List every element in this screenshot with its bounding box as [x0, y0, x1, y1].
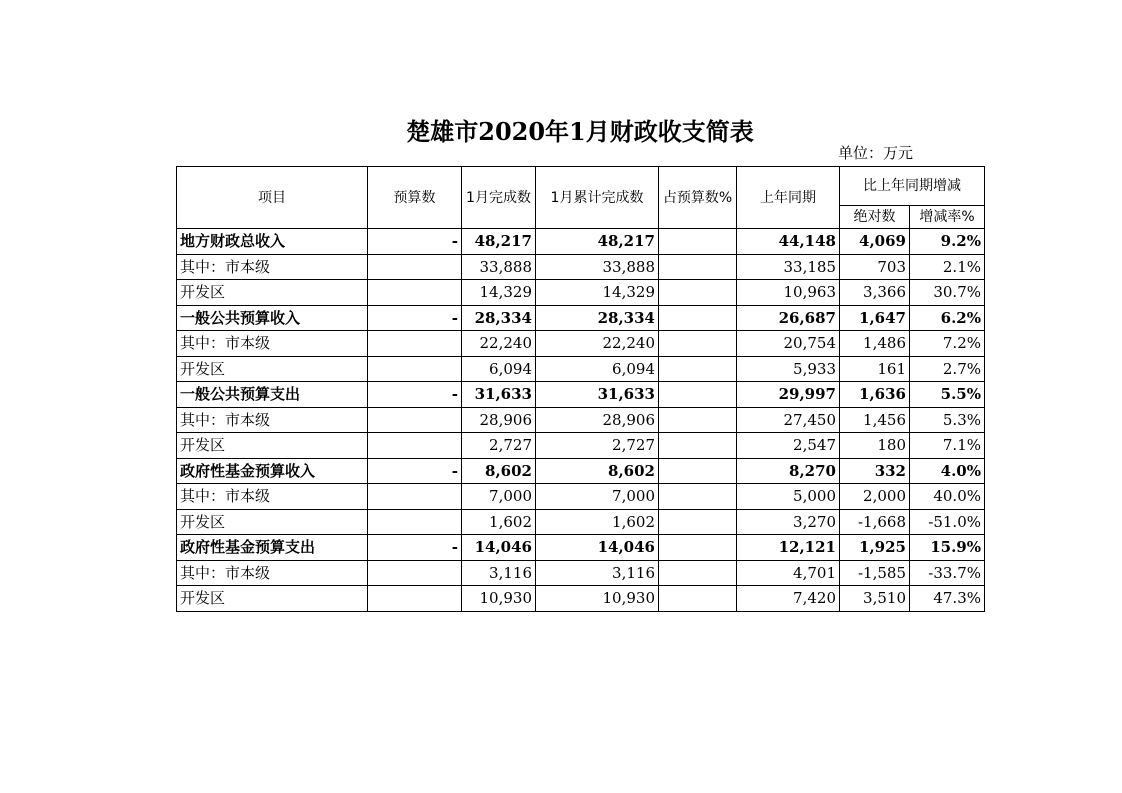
cell-last-year: 8,270: [737, 458, 840, 484]
cell-abs: 1,647: [840, 305, 910, 331]
cell-last-year: 10,963: [737, 280, 840, 306]
table-row: [177, 586, 985, 612]
cell-last-year: 12,121: [737, 535, 840, 561]
cell-item: 一般公共预算收入: [177, 305, 368, 331]
cell-month-done: 2,727: [462, 433, 536, 459]
cell-budget: [368, 433, 462, 459]
cell-rate: 4.0%: [910, 458, 985, 484]
cell-month-done: 7,000: [462, 484, 536, 510]
cell-month-done: 22,240: [462, 331, 536, 357]
table-row: [177, 560, 985, 586]
table-row: [177, 484, 985, 510]
header-rate: 增减率%: [910, 206, 985, 229]
cell-month-done: 1,602: [462, 509, 536, 535]
cell-last-year: 2,547: [737, 433, 840, 459]
cell-pct-budget: [659, 458, 737, 484]
cell-budget: -: [368, 229, 462, 255]
cell-pct-budget: [659, 509, 737, 535]
cell-budget: -: [368, 382, 462, 408]
header-month-done: 1月完成数: [462, 167, 536, 229]
cell-last-year: 29,997: [737, 382, 840, 408]
page-title: 楚雄市2020年1月财政收支简表: [406, 117, 754, 146]
cell-last-year: 44,148: [737, 229, 840, 255]
cell-cum-done: 28,906: [536, 407, 659, 433]
cell-rate: 15.9%: [910, 535, 985, 561]
table-row: [177, 509, 985, 535]
cell-pct-budget: [659, 254, 737, 280]
cell-abs: 1,636: [840, 382, 910, 408]
cell-budget: [368, 509, 462, 535]
cell-month-done: 8,602: [462, 458, 536, 484]
cell-cum-done: 33,888: [536, 254, 659, 280]
cell-cum-done: 31,633: [536, 382, 659, 408]
cell-pct-budget: [659, 305, 737, 331]
cell-abs: -1,668: [840, 509, 910, 535]
table-row: [177, 433, 985, 459]
cell-rate: 5.5%: [910, 382, 985, 408]
cell-abs: 3,366: [840, 280, 910, 306]
cell-month-done: 33,888: [462, 254, 536, 280]
cell-item: 其中：市本级: [177, 331, 368, 357]
cell-budget: [368, 280, 462, 306]
cell-pct-budget: [659, 484, 737, 510]
cell-rate: 40.0%: [910, 484, 985, 510]
cell-last-year: 5,933: [737, 356, 840, 382]
cell-last-year: 26,687: [737, 305, 840, 331]
cell-rate: 2.7%: [910, 356, 985, 382]
cell-item: 其中：市本级: [177, 407, 368, 433]
cell-rate: 7.1%: [910, 433, 985, 459]
table-row: [177, 305, 985, 331]
cell-rate: 5.3%: [910, 407, 985, 433]
cell-budget: -: [368, 305, 462, 331]
cell-month-done: 10,930: [462, 586, 536, 612]
cell-abs: 161: [840, 356, 910, 382]
cell-rate: -33.7%: [910, 560, 985, 586]
cell-cum-done: 3,116: [536, 560, 659, 586]
cell-pct-budget: [659, 586, 737, 612]
cell-item: 一般公共预算支出: [177, 382, 368, 408]
cell-cum-done: 2,727: [536, 433, 659, 459]
cell-rate: 30.7%: [910, 280, 985, 306]
table-body: [177, 229, 985, 612]
cell-budget: [368, 586, 462, 612]
cell-budget: [368, 331, 462, 357]
cell-pct-budget: [659, 331, 737, 357]
table-row: [177, 382, 985, 408]
header-abs: 绝对数: [840, 206, 910, 229]
cell-cum-done: 22,240: [536, 331, 659, 357]
cell-budget: -: [368, 535, 462, 561]
cell-budget: [368, 407, 462, 433]
table-row: [177, 458, 985, 484]
cell-last-year: 33,185: [737, 254, 840, 280]
cell-cum-done: 8,602: [536, 458, 659, 484]
table-row: [177, 229, 985, 255]
header-cum-done: 1月累计完成数: [536, 167, 659, 229]
cell-budget: [368, 560, 462, 586]
cell-item: 政府性基金预算支出: [177, 535, 368, 561]
table-row: [177, 356, 985, 382]
cell-abs: 3,510: [840, 586, 910, 612]
header-item: 项目: [177, 167, 368, 229]
cell-pct-budget: [659, 382, 737, 408]
finance-table: [176, 166, 985, 612]
cell-item: 政府性基金预算收入: [177, 458, 368, 484]
cell-pct-budget: [659, 356, 737, 382]
cell-cum-done: 28,334: [536, 305, 659, 331]
table-row: [177, 280, 985, 306]
cell-pct-budget: [659, 433, 737, 459]
cell-abs: 703: [840, 254, 910, 280]
cell-rate: 47.3%: [910, 586, 985, 612]
cell-last-year: 7,420: [737, 586, 840, 612]
cell-cum-done: 10,930: [536, 586, 659, 612]
cell-last-year: 4,701: [737, 560, 840, 586]
cell-rate: 6.2%: [910, 305, 985, 331]
cell-cum-done: 1,602: [536, 509, 659, 535]
cell-cum-done: 14,329: [536, 280, 659, 306]
cell-last-year: 27,450: [737, 407, 840, 433]
cell-item: 其中：市本级: [177, 254, 368, 280]
cell-item: 开发区: [177, 356, 368, 382]
cell-pct-budget: [659, 229, 737, 255]
table-row: [177, 535, 985, 561]
cell-last-year: 20,754: [737, 331, 840, 357]
cell-rate: -51.0%: [910, 509, 985, 535]
cell-budget: -: [368, 458, 462, 484]
cell-cum-done: 14,046: [536, 535, 659, 561]
cell-month-done: 28,906: [462, 407, 536, 433]
cell-rate: 7.2%: [910, 331, 985, 357]
cell-abs: 180: [840, 433, 910, 459]
cell-item: 地方财政总收入: [177, 229, 368, 255]
cell-item: 开发区: [177, 509, 368, 535]
cell-abs: 4,069: [840, 229, 910, 255]
cell-item: 开发区: [177, 280, 368, 306]
cell-rate: 2.1%: [910, 254, 985, 280]
header-compare-group: 比上年同期增减: [840, 167, 985, 206]
header-pct-budget: 占预算数%: [659, 167, 737, 229]
cell-cum-done: 7,000: [536, 484, 659, 510]
unit-label: 单位：万元: [838, 144, 914, 162]
cell-month-done: 3,116: [462, 560, 536, 586]
cell-cum-done: 6,094: [536, 356, 659, 382]
cell-item: 其中：市本级: [177, 560, 368, 586]
cell-abs: -1,585: [840, 560, 910, 586]
cell-item: 其中：市本级: [177, 484, 368, 510]
cell-last-year: 5,000: [737, 484, 840, 510]
cell-month-done: 6,094: [462, 356, 536, 382]
cell-item: 开发区: [177, 586, 368, 612]
cell-budget: [368, 484, 462, 510]
cell-month-done: 31,633: [462, 382, 536, 408]
cell-item: 开发区: [177, 433, 368, 459]
cell-month-done: 48,217: [462, 229, 536, 255]
table-row: [177, 254, 985, 280]
cell-abs: 332: [840, 458, 910, 484]
cell-abs: 1,456: [840, 407, 910, 433]
cell-pct-budget: [659, 535, 737, 561]
cell-budget: [368, 254, 462, 280]
cell-pct-budget: [659, 560, 737, 586]
table-row: [177, 331, 985, 357]
cell-month-done: 14,046: [462, 535, 536, 561]
cell-abs: 1,925: [840, 535, 910, 561]
cell-last-year: 3,270: [737, 509, 840, 535]
cell-budget: [368, 356, 462, 382]
header-last-year: 上年同期: [737, 167, 840, 229]
cell-abs: 1,486: [840, 331, 910, 357]
cell-pct-budget: [659, 280, 737, 306]
cell-month-done: 28,334: [462, 305, 536, 331]
cell-pct-budget: [659, 407, 737, 433]
table-row: [177, 407, 985, 433]
header-budget: 预算数: [368, 167, 462, 229]
cell-abs: 2,000: [840, 484, 910, 510]
cell-rate: 9.2%: [910, 229, 985, 255]
cell-cum-done: 48,217: [536, 229, 659, 255]
cell-month-done: 14,329: [462, 280, 536, 306]
